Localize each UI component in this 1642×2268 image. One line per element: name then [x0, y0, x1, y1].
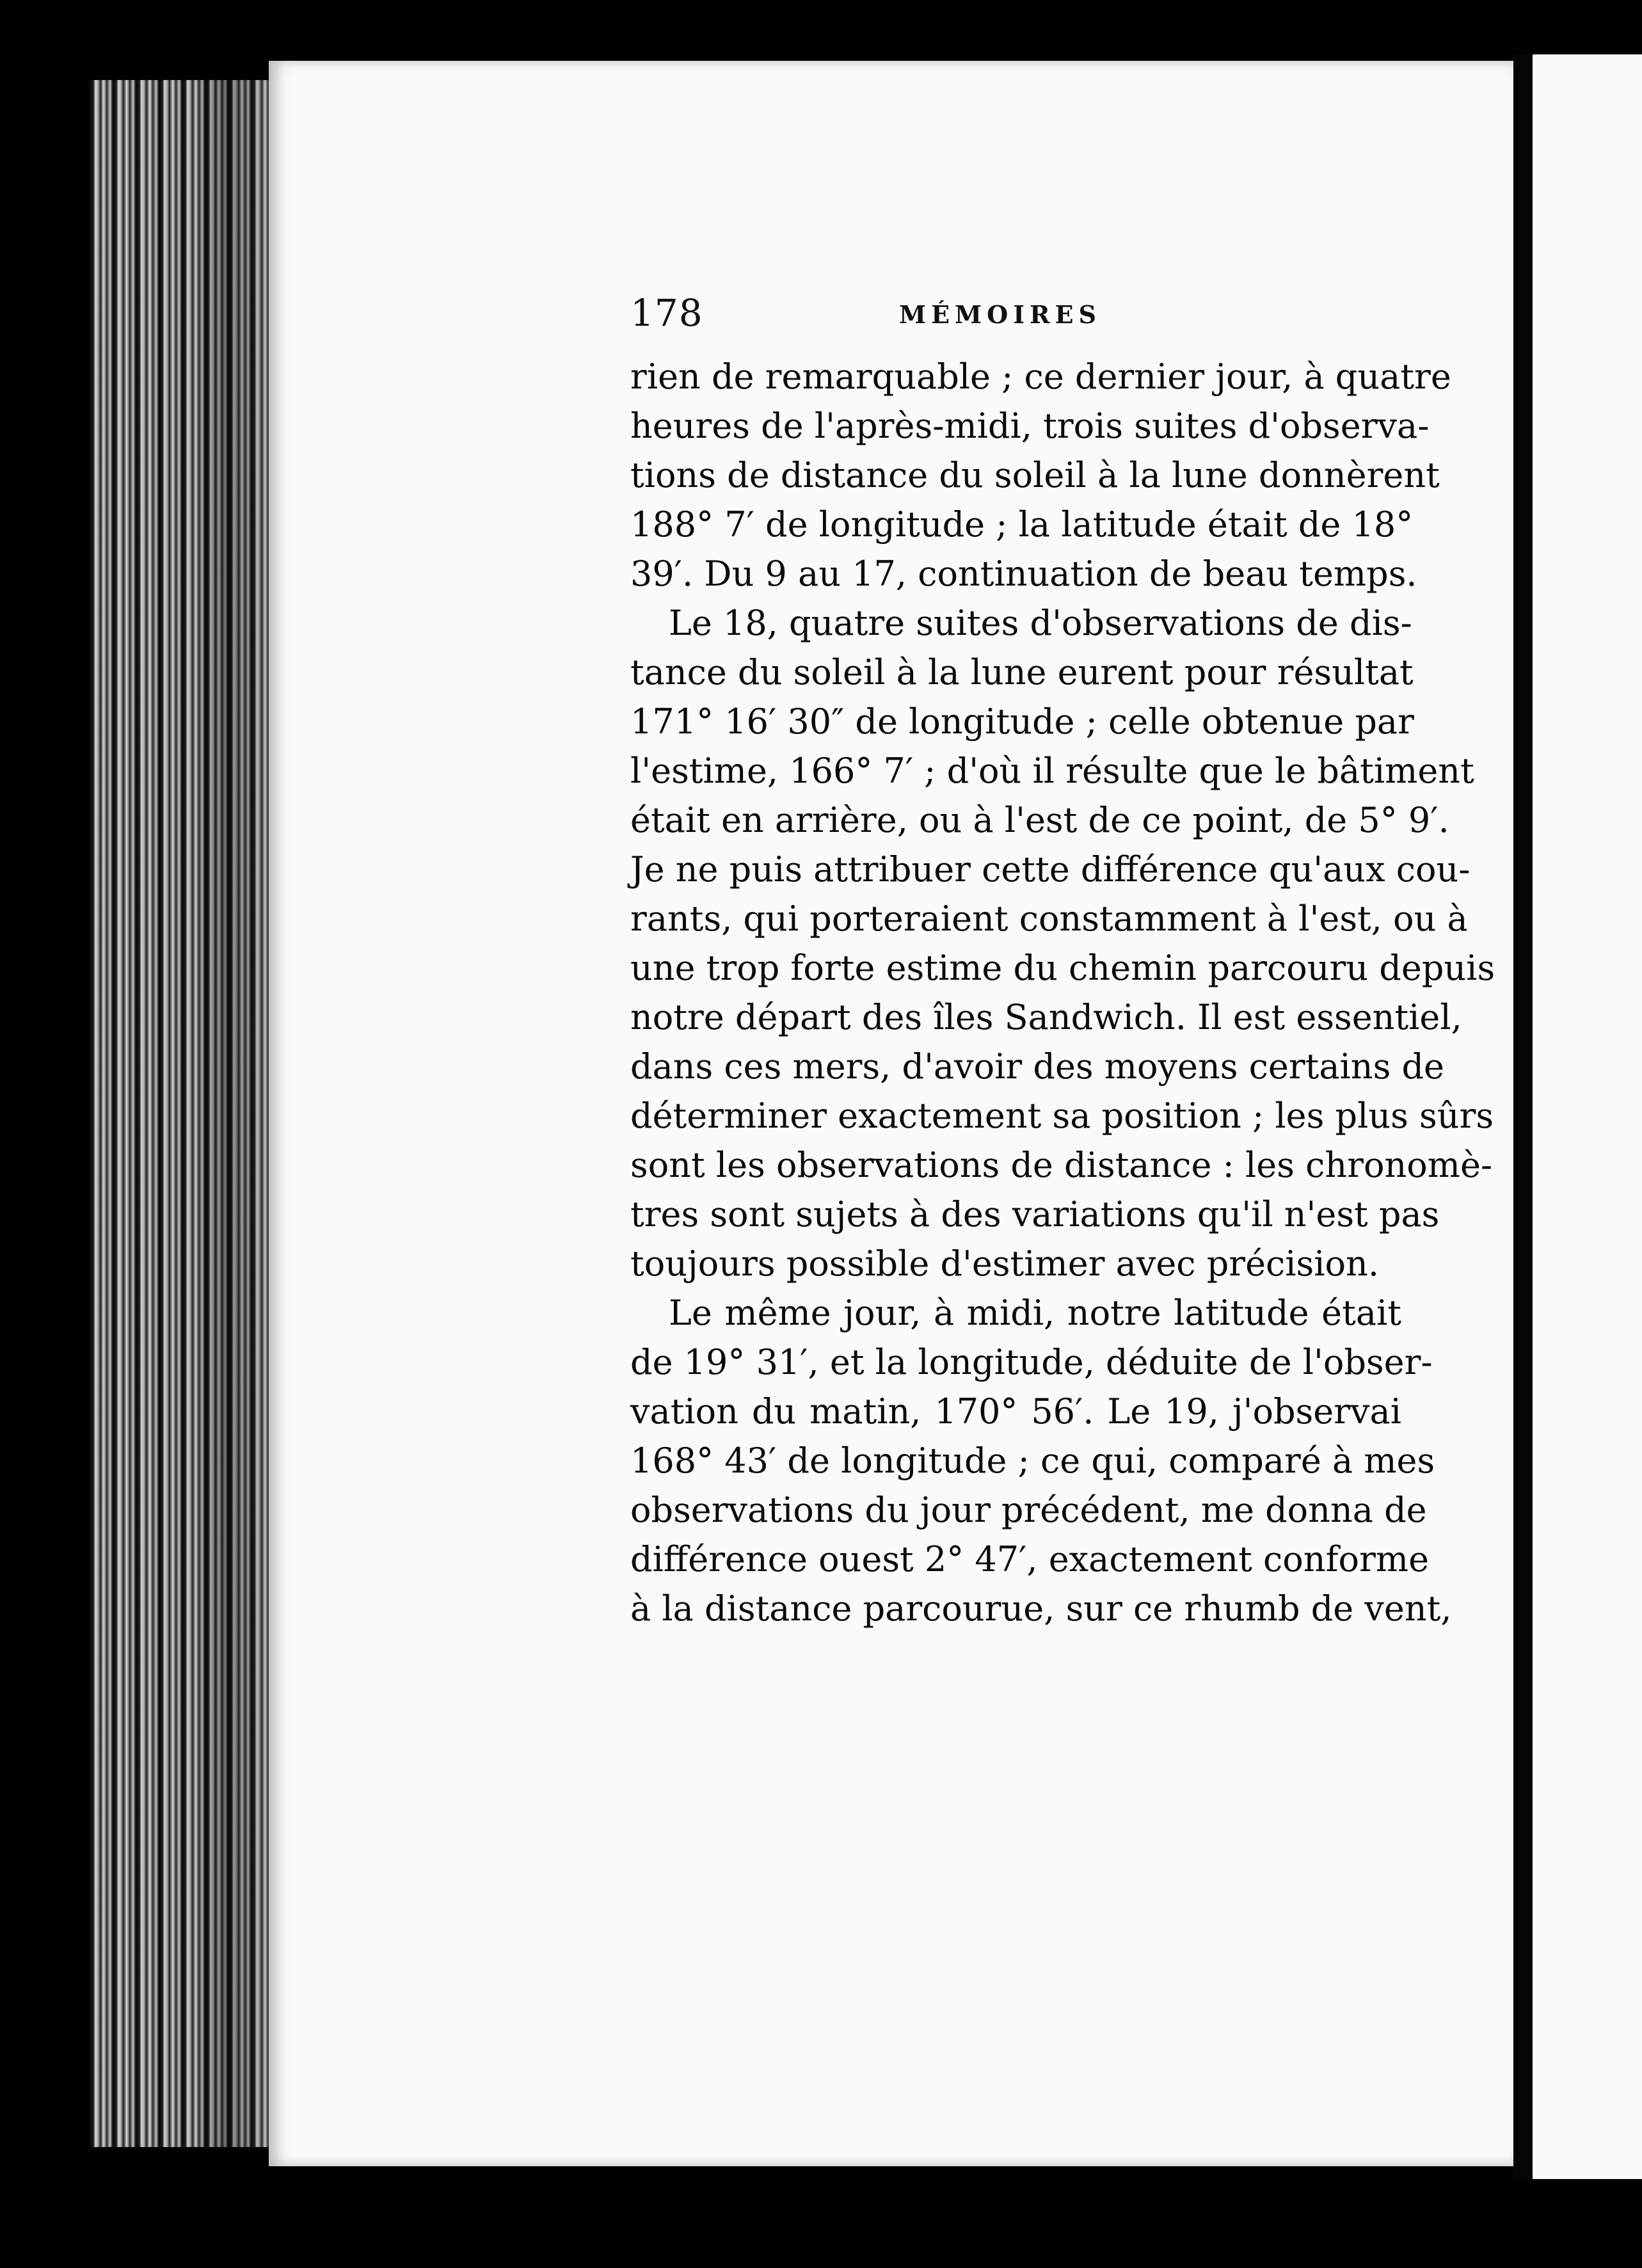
- running-title: MÉMOIRES: [899, 300, 1101, 329]
- text-line: Le même jour, à midi, notre latitude était: [669, 1293, 1401, 1333]
- text-line: heures de l'après-midi, trois suites d'observa-: [630, 406, 1430, 446]
- text-line: 168° 43′ de longitude ; ce qui, comparé à mes: [630, 1441, 1435, 1481]
- text-line: tres sont sujets à des variations qu'il n'est pas: [630, 1194, 1440, 1234]
- running-head: [630, 291, 1398, 342]
- text-line: Je ne puis attribuer cette différence qu'aux cou-: [630, 849, 1471, 890]
- text-line: différence ouest 2° 47′, exactement conforme: [630, 1539, 1430, 1579]
- text-line: observations du jour précédent, me donna de: [630, 1490, 1427, 1530]
- text-line: l'estime, 166° 7′ ; d'où il résulte que le bâtiment: [630, 751, 1474, 791]
- page-edge-shadow: [192, 80, 275, 2147]
- facing-page: [1533, 54, 1642, 2179]
- text-line: tance du soleil à la lune eurent pour résultat: [630, 652, 1414, 692]
- text-line: notre départ des îles Sandwich. Il est essentiel,: [630, 997, 1462, 1037]
- text-line: 39′. Du 9 au 17, continuation de beau temps.: [630, 554, 1417, 594]
- body-text: [630, 352, 1495, 1633]
- text-line: était en arrière, ou à l'est de ce point, de 5° 9′.: [630, 800, 1449, 840]
- text-line: rien de remarquable ; ce dernier jour, à quatre: [630, 356, 1451, 397]
- text-line: à la distance parcourue, sur ce rhumb de vent,: [630, 1588, 1452, 1629]
- text-line: vation du matin, 170° 56′. Le 19, j'observai: [630, 1391, 1401, 1432]
- text-line: tions de distance du soleil à la lune donnèrent: [630, 455, 1440, 495]
- text-line: rants, qui porteraient constamment à l'est, ou à: [630, 898, 1468, 939]
- text-line: déterminer exactement sa position ; les plus sûrs: [630, 1096, 1494, 1136]
- text-line: de 19° 31′, et la longitude, déduite de l'obser-: [630, 1342, 1433, 1382]
- text-line: dans ces mers, d'avoir des moyens certains de: [630, 1046, 1444, 1087]
- text-line: 188° 7′ de longitude ; la latitude était de 18°: [630, 504, 1414, 545]
- binding-gutter: [1513, 54, 1533, 2179]
- page-number: 178: [630, 291, 703, 335]
- text-line: toujours possible d'estimer avec précision.: [630, 1243, 1379, 1284]
- text-line: une trop forte estime du chemin parcouru depuis: [630, 948, 1495, 988]
- text-line: sont les observations de distance : les chronomè-: [630, 1145, 1493, 1185]
- text-line: 171° 16′ 30″ de longitude ; celle obtenue par: [630, 701, 1414, 742]
- text-line: Le 18, quatre suites d'observations de dis-: [669, 603, 1412, 643]
